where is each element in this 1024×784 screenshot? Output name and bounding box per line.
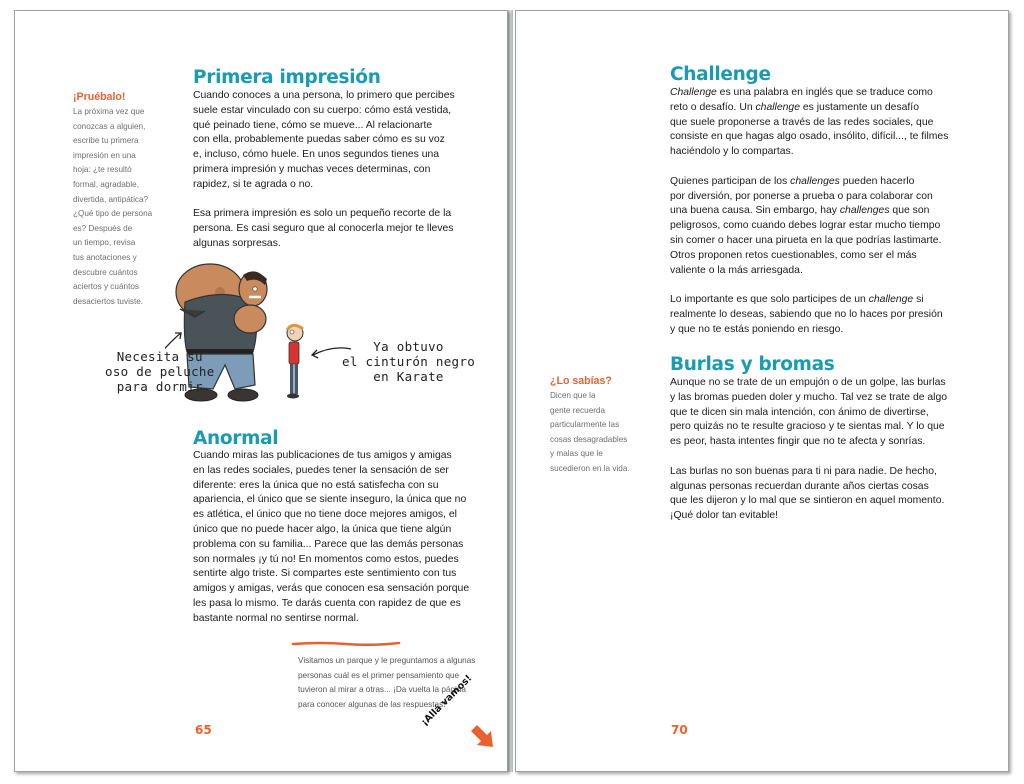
text-line: es peor, hasta intentes fingir que no te afecta y sonrías. [670, 436, 926, 448]
text-line [670, 175, 948, 190]
text-segment: reto o desafío. Un [670, 101, 756, 113]
text-line: sucedieron en la vida. [550, 463, 630, 473]
text-segment: realmente lo deseas, sabiendo que no lo haces por presión [670, 308, 943, 320]
text-segment: Otros proponen retos cuestionables, como ser el más [670, 249, 917, 261]
page-number-70: 70 [671, 723, 688, 737]
italic-term: challenges [839, 205, 890, 217]
alla-vamos-label: ¡Allá vamos! [419, 672, 475, 728]
sidebar-title-pruebalo: ¡Pruébalo! [73, 91, 126, 103]
text-line [670, 116, 948, 131]
text-line: Cuando conoces a una persona, lo primero que percibes [193, 90, 455, 101]
text-line: algunas sorpresas. [193, 237, 281, 249]
text-line: formal, agradable, [73, 179, 139, 189]
text-line: les pasa lo mismo. Te darás cuenta con rapidez de que es [193, 597, 461, 609]
text-line: hoja: ¿te resultó [73, 165, 132, 175]
text-line: persona. Es casi seguro que al conocerla mejor te lleves [193, 223, 454, 235]
text-line: Ya obtuvo [373, 339, 444, 354]
text-line: ¿Qué tipo de persona [73, 209, 153, 219]
text-line [670, 145, 948, 160]
text-line: algunas personas recuerdan durante años ciertas cosas [670, 480, 929, 492]
text-line [670, 249, 948, 264]
text-line: en Karate [373, 369, 444, 384]
text-line: particularmente las [550, 420, 620, 430]
orange-brush-stroke [291, 641, 401, 647]
text-line [670, 323, 948, 338]
text-line: que te dicen sin mala intención, con ánimo de divertirse, [670, 406, 929, 418]
book-spine [508, 10, 513, 772]
text-line: Dicen que la [550, 391, 596, 400]
text-line [670, 190, 948, 205]
text-line: es atlética, el único que no tiene doce mejores amigos, el [193, 509, 457, 521]
text-line: aciertos y cuántos [73, 282, 139, 292]
text-line: Cuando miras las publicaciones de tus amigos y amigas [193, 450, 452, 461]
text-line: para dormir [116, 379, 203, 394]
text-line: único que no puede hacer algo, la única que tiene algún [193, 523, 452, 535]
text-line: tus anotaciones y [73, 252, 137, 262]
text-segment: haciéndolo y lo compartas. [670, 146, 794, 158]
text-line: es? Después de [73, 223, 133, 233]
text-line: amigos y amigas, verás que conocen esa sensación porque [193, 583, 470, 595]
paragraph [670, 293, 948, 337]
text-line [670, 219, 948, 234]
text-line: problema con su familia... Parece que las demás personas [193, 538, 464, 550]
caption-ya-obtuvo [342, 339, 475, 384]
section-burlas-body [670, 376, 947, 524]
text-line: bastante normal no sentirse normal. [193, 612, 359, 624]
italic-term: challenges [790, 175, 840, 187]
section-primera-impresion-body [193, 89, 455, 252]
text-segment: valiente o la más arriesgada. [670, 264, 803, 276]
text-segment: es una palabra en inglés que se traduce como [716, 87, 933, 98]
text-line: tuvieron al mirar a otras... ¡Da vuelta la página [298, 685, 466, 695]
text-line [670, 101, 948, 116]
text-line: un tiempo, revisa [73, 238, 136, 248]
text-line: desaciertos tuviste. [73, 296, 144, 306]
text-line [670, 86, 948, 101]
paragraph [670, 175, 948, 279]
heading-anormal: Anormal [193, 428, 279, 449]
text-line: Aunque no se trate de un empujón o de un golpe, las burlas [670, 377, 946, 388]
text-segment: sin comer o hacer una pirueta en la que podrías lastimarte. [670, 234, 942, 246]
text-line [670, 130, 948, 145]
page-number-65: 65 [195, 723, 212, 737]
sidebar-title-lo-sabias: ¿Lo sabías? [550, 375, 612, 387]
text-line: pero quizás no te resulte gracioso y te sientas mal. Y lo que [670, 421, 945, 433]
text-segment: que suele proponerse a través de las redes sociales, que [670, 116, 934, 128]
text-line: La próxima vez que [73, 107, 145, 116]
text-line: Necesita su [116, 349, 203, 364]
text-line: cosas desagradables [550, 434, 628, 444]
text-line: para conocer algunas de las respuestas! [298, 699, 446, 709]
text-segment: pueden hacerlo [839, 175, 915, 187]
paragraph [193, 89, 455, 193]
text-segment: consiste en que hagas algo osado, insólito, difícil..., te filmes [670, 131, 949, 143]
text-segment: Quienes participan de los [670, 175, 791, 187]
paragraph [670, 376, 947, 450]
sidebar-text-lo-sabias [550, 389, 630, 477]
sidebar-text-pruebalo [73, 105, 152, 309]
text-segment: que son [889, 205, 930, 217]
heading-challenge: Challenge [670, 64, 771, 85]
arrow-down-right-icon[interactable] [469, 723, 497, 751]
text-line: escribe tu primera [73, 136, 139, 146]
text-line: e, incluso, cómo huele. En unos segundos tienes una [193, 149, 440, 161]
text-line: divertida, antipática? [73, 194, 149, 204]
text-line [670, 308, 948, 323]
text-line: conozcas a alguien, [73, 121, 146, 131]
text-segment: una buena causa. Sin embargo, hay [670, 205, 840, 217]
text-line: son normales ¡y tú no! En momentos como estos, puedes [193, 553, 459, 565]
text-line: Las burlas no son buenas para ti ni para nadie. De hecho, [670, 465, 937, 477]
page-65 [14, 10, 508, 772]
text-line: con ella, probablemente puedas saber cómo es su voz [193, 134, 445, 146]
section-challenge-body [670, 86, 948, 338]
page-70 [515, 10, 1009, 772]
text-line: descubre cuántos [73, 267, 138, 277]
heading-burlas-y-bromas: Burlas y bromas [670, 354, 835, 375]
text-line: impresión en una [73, 150, 136, 160]
text-segment: y que no te estás poniendo en riesgo. [670, 323, 844, 335]
text-line: ¡Qué dolor tan evitable! [670, 510, 779, 522]
text-line: qué peinado tiene, cómo se mueve... Al relacionarte [193, 119, 433, 131]
text-segment: Lo importante es que solo participes de un [670, 294, 869, 306]
text-segment: peligrosos, como cuando debes lograr estar mucho tiempo [670, 220, 941, 232]
section-anormal-body [193, 449, 469, 627]
italic-term: challenge [755, 101, 800, 113]
italic-term: challenge [868, 294, 914, 306]
text-line: primera impresión y muchas veces determinas, con [193, 163, 431, 175]
text-line: oso de peluche [105, 364, 215, 379]
heading-primera-impresion: Primera impresión [193, 67, 381, 88]
text-line: Esa primera impresión es solo un pequeño recorte de la [193, 208, 452, 220]
text-line [670, 264, 948, 279]
text-line: y malas que le [550, 449, 603, 459]
italic-term: Challenge [670, 87, 717, 98]
text-line: personas cuál es el primer pensamiento que [298, 670, 460, 680]
text-line [670, 293, 948, 308]
text-line: Visitamos un parque y le preguntamos a algunas [298, 656, 476, 665]
text-segment: por diversión, por ponerse a prueba o para colaborar con [670, 190, 933, 202]
text-line: suele estar vinculado con su cuerpo: cómo está vestida, [193, 104, 452, 116]
text-segment: si [913, 294, 924, 306]
text-line: diferente: eres la única que no está satisfecha con su [193, 479, 439, 491]
text-line: rapidez, si te agrada o no. [193, 178, 314, 190]
text-line [670, 234, 948, 249]
text-line: gente recuerda [550, 405, 606, 415]
text-line: el cinturón negro [342, 354, 476, 369]
text-segment: es justamente un desafío [799, 101, 919, 113]
paragraph [193, 207, 455, 251]
text-line: y las bromas pueden doler y mucho. Tal vez se trate de algo [670, 391, 948, 403]
text-line: apariencia, el único que se siente inseguro, la única que no [193, 494, 467, 506]
text-line [670, 204, 948, 219]
boy-figure [287, 325, 303, 399]
paragraph [193, 449, 469, 627]
paragraph [670, 86, 948, 160]
text-line: sentirte algo triste. Si compartes este sentimiento con tus [193, 568, 457, 580]
caption-necesita-su-oso [105, 349, 215, 394]
paragraph [670, 465, 947, 524]
text-line: en las redes sociales, puedes tener la sensación de ser [193, 464, 449, 476]
text-line: que les dijeron y lo mal que se sintieron en aquel momento. [670, 495, 945, 507]
